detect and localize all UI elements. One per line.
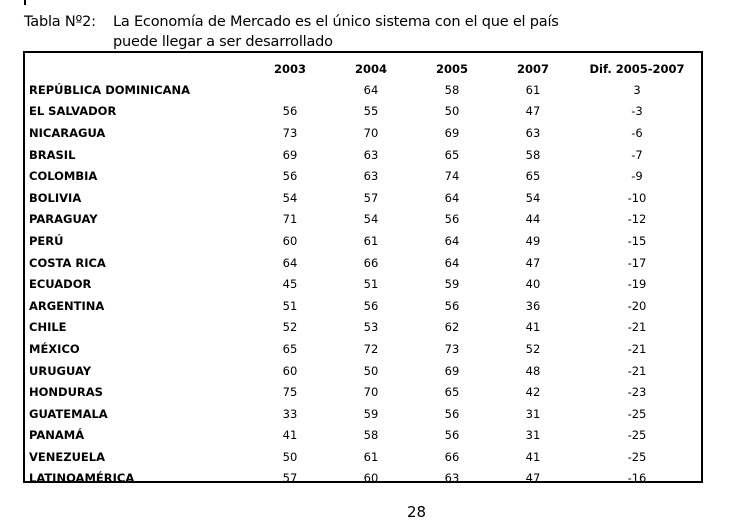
table-row bbox=[25, 273, 701, 295]
value-2003-cell bbox=[249, 79, 331, 101]
difference-cell: -17 bbox=[627, 255, 647, 270]
value-2004-cell: 56 bbox=[363, 298, 379, 313]
difference-cell: -19 bbox=[627, 277, 647, 292]
country-cell: GUATEMALA bbox=[29, 406, 108, 421]
caption-title-line-1: La Economía de Mercado es el único sistema con el que el país bbox=[113, 14, 559, 30]
value-2005-cell: 62 bbox=[444, 320, 460, 335]
value-2005-cell: 56 bbox=[444, 406, 460, 421]
value-2003-cell: 60 bbox=[282, 233, 298, 248]
value-2004-cell: 58 bbox=[363, 428, 379, 443]
value-2005-cell: 73 bbox=[444, 341, 460, 356]
table-row bbox=[25, 79, 701, 101]
value-2003-cell: 56 bbox=[282, 104, 298, 119]
difference-cell: -16 bbox=[627, 471, 647, 486]
country-cell: URUGUAY bbox=[29, 363, 92, 378]
difference-cell: -25 bbox=[627, 406, 647, 421]
value-2007-cell: 40 bbox=[525, 277, 541, 292]
value-2004-cell: 66 bbox=[363, 255, 379, 270]
value-2003-cell: 60 bbox=[282, 363, 298, 378]
value-2005-cell: 65 bbox=[444, 385, 460, 400]
value-2004-cell: 63 bbox=[363, 169, 379, 184]
header-2004: 2004 bbox=[354, 62, 387, 76]
value-2005-cell: 63 bbox=[444, 471, 460, 486]
value-2005-cell: 59 bbox=[444, 277, 460, 292]
value-2005-cell: 58 bbox=[444, 82, 460, 97]
table-row bbox=[25, 295, 701, 317]
table-body bbox=[25, 79, 701, 489]
data-table-frame bbox=[23, 51, 703, 486]
table-row bbox=[25, 122, 701, 144]
country-cell: LATINOAMÉRICA bbox=[29, 471, 135, 486]
difference-cell: -9 bbox=[631, 169, 643, 184]
difference-cell: -7 bbox=[631, 147, 643, 162]
value-2007-cell: 47 bbox=[525, 104, 541, 119]
table-row bbox=[25, 209, 701, 231]
value-2005-cell: 66 bbox=[444, 449, 460, 464]
value-2007-cell: 65 bbox=[525, 169, 541, 184]
country-cell: VENEZUELA bbox=[29, 449, 105, 464]
difference-cell: -21 bbox=[627, 320, 647, 335]
value-2003-cell: 51 bbox=[282, 298, 298, 313]
country-cell: ECUADOR bbox=[29, 277, 92, 292]
value-2007-cell: 48 bbox=[525, 363, 541, 378]
caption-label: Tabla Nº2: bbox=[24, 14, 96, 30]
value-2007-cell: 52 bbox=[525, 341, 541, 356]
value-2003-cell: 57 bbox=[282, 471, 298, 486]
country-cell: COSTA RICA bbox=[29, 255, 106, 270]
value-2003-cell: 71 bbox=[282, 212, 298, 227]
value-2004-cell: 57 bbox=[363, 190, 379, 205]
value-2003-cell: 56 bbox=[282, 169, 298, 184]
value-2003-cell: 73 bbox=[282, 125, 298, 140]
value-2007-cell: 47 bbox=[525, 255, 541, 270]
value-2007-cell: 58 bbox=[525, 147, 541, 162]
country-cell: COLOMBIA bbox=[29, 169, 98, 184]
table-row bbox=[25, 187, 701, 209]
country-cell: EL SALVADOR bbox=[29, 104, 117, 119]
value-2005-cell: 69 bbox=[444, 125, 460, 140]
value-2007-cell: 31 bbox=[525, 428, 541, 443]
caption-title-line-2: puede llegar a ser desarrollado bbox=[113, 34, 333, 50]
header-difference: Dif. 2005-2007 bbox=[589, 62, 685, 76]
value-2007-cell: 49 bbox=[525, 233, 541, 248]
value-2003-cell: 69 bbox=[282, 147, 298, 162]
value-2003-cell: 45 bbox=[282, 277, 298, 292]
table-row bbox=[25, 230, 701, 252]
table-row bbox=[25, 381, 701, 403]
country-cell: REPÚBLICA DOMINICANA bbox=[29, 82, 191, 97]
difference-cell: -21 bbox=[627, 341, 647, 356]
value-2004-cell: 63 bbox=[363, 147, 379, 162]
value-2003-cell: 65 bbox=[282, 341, 298, 356]
value-2005-cell: 65 bbox=[444, 147, 460, 162]
table-row bbox=[25, 317, 701, 339]
value-2005-cell: 64 bbox=[444, 255, 460, 270]
value-2004-cell: 59 bbox=[363, 406, 379, 421]
value-2005-cell: 56 bbox=[444, 428, 460, 443]
value-2003-cell: 52 bbox=[282, 320, 298, 335]
header-2007: 2007 bbox=[516, 62, 549, 76]
table-row bbox=[25, 252, 701, 274]
value-2005-cell: 56 bbox=[444, 212, 460, 227]
country-cell: PANAMÁ bbox=[29, 428, 85, 443]
value-2003-cell: 54 bbox=[282, 190, 298, 205]
country-cell: PARAGUAY bbox=[29, 212, 98, 227]
table-row bbox=[25, 468, 701, 490]
value-2007-cell: 44 bbox=[525, 212, 541, 227]
value-2004-cell: 51 bbox=[363, 277, 379, 292]
table-row bbox=[25, 101, 701, 123]
table-row bbox=[25, 338, 701, 360]
value-2005-cell: 69 bbox=[444, 363, 460, 378]
country-cell: BOLIVIA bbox=[29, 190, 82, 205]
value-2007-cell: 63 bbox=[525, 125, 541, 140]
value-2004-cell: 70 bbox=[363, 125, 379, 140]
country-cell: ARGENTINA bbox=[29, 298, 105, 313]
table-row bbox=[25, 425, 701, 447]
value-2004-cell: 50 bbox=[363, 363, 379, 378]
difference-cell: -6 bbox=[631, 125, 643, 140]
country-cell: CHILE bbox=[29, 320, 67, 335]
value-2005-cell: 64 bbox=[444, 233, 460, 248]
value-2007-cell: 42 bbox=[525, 385, 541, 400]
top-margin-mark bbox=[24, 0, 26, 5]
value-2003-cell: 33 bbox=[282, 406, 298, 421]
table-row bbox=[25, 403, 701, 425]
difference-cell: 3 bbox=[633, 82, 641, 97]
difference-cell: -23 bbox=[627, 385, 647, 400]
value-2004-cell: 53 bbox=[363, 320, 379, 335]
difference-cell: -10 bbox=[627, 190, 647, 205]
value-2007-cell: 61 bbox=[525, 82, 541, 97]
table-row bbox=[25, 144, 701, 166]
table-header-row bbox=[25, 59, 701, 79]
header-2003: 2003 bbox=[273, 62, 306, 76]
value-2007-cell: 41 bbox=[525, 449, 541, 464]
header-2005: 2005 bbox=[435, 62, 468, 76]
value-2005-cell: 64 bbox=[444, 190, 460, 205]
value-2004-cell: 70 bbox=[363, 385, 379, 400]
table-row bbox=[25, 165, 701, 187]
value-2007-cell: 54 bbox=[525, 190, 541, 205]
country-cell: PERÚ bbox=[29, 233, 64, 248]
value-2003-cell: 64 bbox=[282, 255, 298, 270]
value-2004-cell: 60 bbox=[363, 471, 379, 486]
value-2007-cell: 31 bbox=[525, 406, 541, 421]
difference-cell: -20 bbox=[627, 298, 647, 313]
table-row bbox=[25, 360, 701, 382]
value-2005-cell: 50 bbox=[444, 104, 460, 119]
value-2003-cell: 41 bbox=[282, 428, 298, 443]
data-table bbox=[25, 59, 701, 489]
value-2003-cell: 75 bbox=[282, 385, 298, 400]
value-2004-cell: 55 bbox=[363, 104, 379, 119]
country-cell: MÉXICO bbox=[29, 341, 80, 356]
page-number: 28 bbox=[407, 503, 427, 521]
header-country bbox=[25, 59, 249, 79]
country-cell: BRASIL bbox=[29, 147, 76, 162]
difference-cell: -15 bbox=[627, 233, 647, 248]
country-cell: NICARAGUA bbox=[29, 125, 106, 140]
value-2007-cell: 47 bbox=[525, 471, 541, 486]
value-2005-cell: 56 bbox=[444, 298, 460, 313]
value-2003-cell: 50 bbox=[282, 449, 298, 464]
difference-cell: -12 bbox=[627, 212, 647, 227]
value-2007-cell: 41 bbox=[525, 320, 541, 335]
table-row bbox=[25, 446, 701, 468]
difference-cell: -25 bbox=[627, 428, 647, 443]
value-2004-cell: 64 bbox=[363, 82, 379, 97]
value-2005-cell: 74 bbox=[444, 169, 460, 184]
value-2004-cell: 54 bbox=[363, 212, 379, 227]
difference-cell: -3 bbox=[631, 104, 643, 119]
value-2004-cell: 72 bbox=[363, 341, 379, 356]
difference-cell: -25 bbox=[627, 449, 647, 464]
value-2004-cell: 61 bbox=[363, 449, 379, 464]
difference-cell: -21 bbox=[627, 363, 647, 378]
country-cell: HONDURAS bbox=[29, 385, 103, 400]
value-2007-cell: 36 bbox=[525, 298, 541, 313]
value-2004-cell: 61 bbox=[363, 233, 379, 248]
